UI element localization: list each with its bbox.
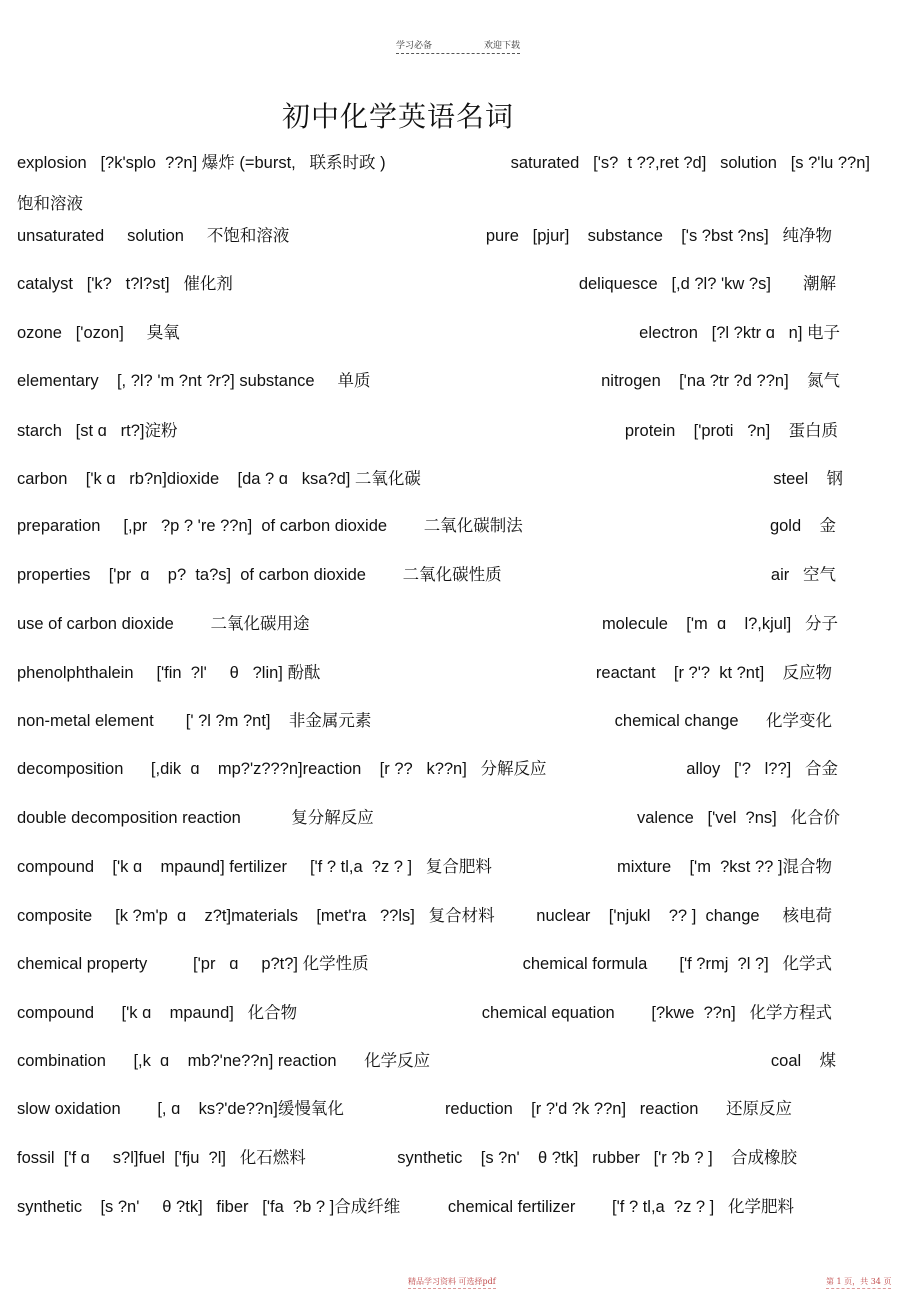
- term-entry-right: reduction [r ?'d ?k ??n] reaction 还原反应: [444, 1100, 792, 1118]
- term-entry-right: mixture ['m ?kst ?? ]混合物: [617, 858, 832, 876]
- term-entry-left: ozone ['ozon] 臭氧: [17, 324, 180, 342]
- footer-page-number: 第 1 页，共 34 页: [826, 1276, 891, 1289]
- term-entry-right: nuclear ['njukl ?? ] change 核电荷: [536, 907, 832, 925]
- term-entry-left: starch [st ɑ rt?]淀粉: [17, 422, 178, 440]
- header-left: 学习必备: [396, 41, 433, 51]
- term-entry-right: protein ['proti ?n] 蛋白质: [624, 422, 838, 440]
- term-entry-right: chemical fertilizer ['f ? tl,a ?z ? ] 化学肥料: [447, 1198, 794, 1216]
- term-entry-left: preparation [,pr ?p ? 're ??n] of carbon dioxide 二氧化碳制法: [17, 517, 523, 535]
- term-entry-left: phenolphthalein ['fin ?l' θ ?lin] 酚酞: [17, 664, 321, 682]
- term-entry-right: chemical change 化学变化: [614, 712, 832, 730]
- term-entry-left: combination [,k ɑ mb?'ne??n] reaction 化学反应: [17, 1052, 431, 1070]
- term-entry-right: alloy ['? l??] 合金: [686, 760, 838, 778]
- term-entry-left: slow oxidation [, ɑ ks?'de??n]缓慢氧化: [17, 1100, 344, 1118]
- header-right: 欢迎下载: [483, 41, 520, 51]
- term-entry-left: composite [k ?m'p ɑ z?t]materials [met'ra ??ls] 复合材料: [17, 907, 495, 925]
- wrapped-text: 饱和溶液: [17, 195, 83, 213]
- term-entry-right: chemical equation [?kwe ??n] 化学方程式: [481, 1004, 832, 1022]
- term-entry-left: compound ['k ɑ mpaund] fertilizer ['f ? tl,a ?z ? ] 复合肥料: [17, 858, 492, 876]
- term-entry-right: reactant [r ?'? kt ?nt] 反应物: [595, 664, 832, 682]
- term-entry-right: saturated ['s? t ??,ret ?d] solution [s ?'lu ??n]: [510, 154, 870, 172]
- term-entry-right: nitrogen ['na ?tr ?d ??n] 氮气: [601, 372, 840, 390]
- term-entry-left: compound ['k ɑ mpaund] 化合物: [17, 1004, 298, 1022]
- page-header: [396, 38, 520, 54]
- term-entry-left: elementary [, ?l? 'm ?nt ?r?] substance 单质: [17, 372, 371, 390]
- term-entry-right: pure [pjur] substance ['s ?bst ?ns] 纯净物: [485, 227, 832, 245]
- term-entry-left: non-metal element [' ?l ?m ?nt] 非金属元素: [17, 712, 372, 730]
- term-entry-left: decomposition [,dik ɑ mp?'z???n]reaction [r ?? k??n] 分解反应: [17, 760, 547, 778]
- term-entry-left: use of carbon dioxide 二氧化碳用途: [17, 615, 310, 633]
- term-entry-left: unsaturated solution 不饱和溶液: [17, 227, 290, 245]
- term-entry-left: properties ['pr ɑ p? ta?s] of carbon dioxide 二氧化碳性质: [17, 566, 502, 584]
- term-entry-left: carbon ['k ɑ rb?n]dioxide [da ? ɑ ksa?d] 二氧化碳: [17, 470, 421, 488]
- term-entry-right: molecule ['m ɑ l?,kjul] 分子: [601, 615, 838, 633]
- term-entry-right: deliquesce [,d ?l? 'kw ?s] 潮解: [578, 275, 836, 293]
- term-entry-left: chemical property ['pr ɑ p?t?] 化学性质: [17, 955, 369, 973]
- term-entry-left: fossil ['f ɑ s?l]fuel ['fju ?l] 化石燃料: [17, 1149, 306, 1167]
- term-entry-left: double decomposition reaction 复分解反应: [17, 809, 374, 827]
- term-entry-right: valence ['vel ?ns] 化合价: [636, 809, 840, 827]
- term-entry-right: coal 煤: [770, 1052, 836, 1070]
- term-entry-right: gold 金: [769, 517, 836, 535]
- term-entry-right: steel 钢: [773, 470, 843, 488]
- term-entry-left: synthetic [s ?n' θ ?tk] fiber ['fa ?b ? ]合成纤维: [17, 1198, 401, 1216]
- footer-left: 精品学习资料 可选择pdf: [408, 1276, 496, 1289]
- term-entry-left: catalyst ['k? t?l?st] 催化剂: [17, 275, 233, 293]
- term-entry-left: explosion [?k'splo ??n] 爆炸 (=burst, 联系时政 ): [17, 154, 386, 172]
- term-entry-right: electron [?l ?ktr ɑ n] 电子: [639, 324, 840, 342]
- term-entry-right: synthetic [s ?n' θ ?tk] rubber ['r ?b ? ] 合成橡胶: [397, 1149, 797, 1167]
- term-entry-right: air 空气: [770, 566, 836, 584]
- term-entry-right: chemical formula ['f ?rmj ?l ?] 化学式: [522, 955, 832, 973]
- document-title: 初中化学英语名词: [282, 100, 515, 133]
